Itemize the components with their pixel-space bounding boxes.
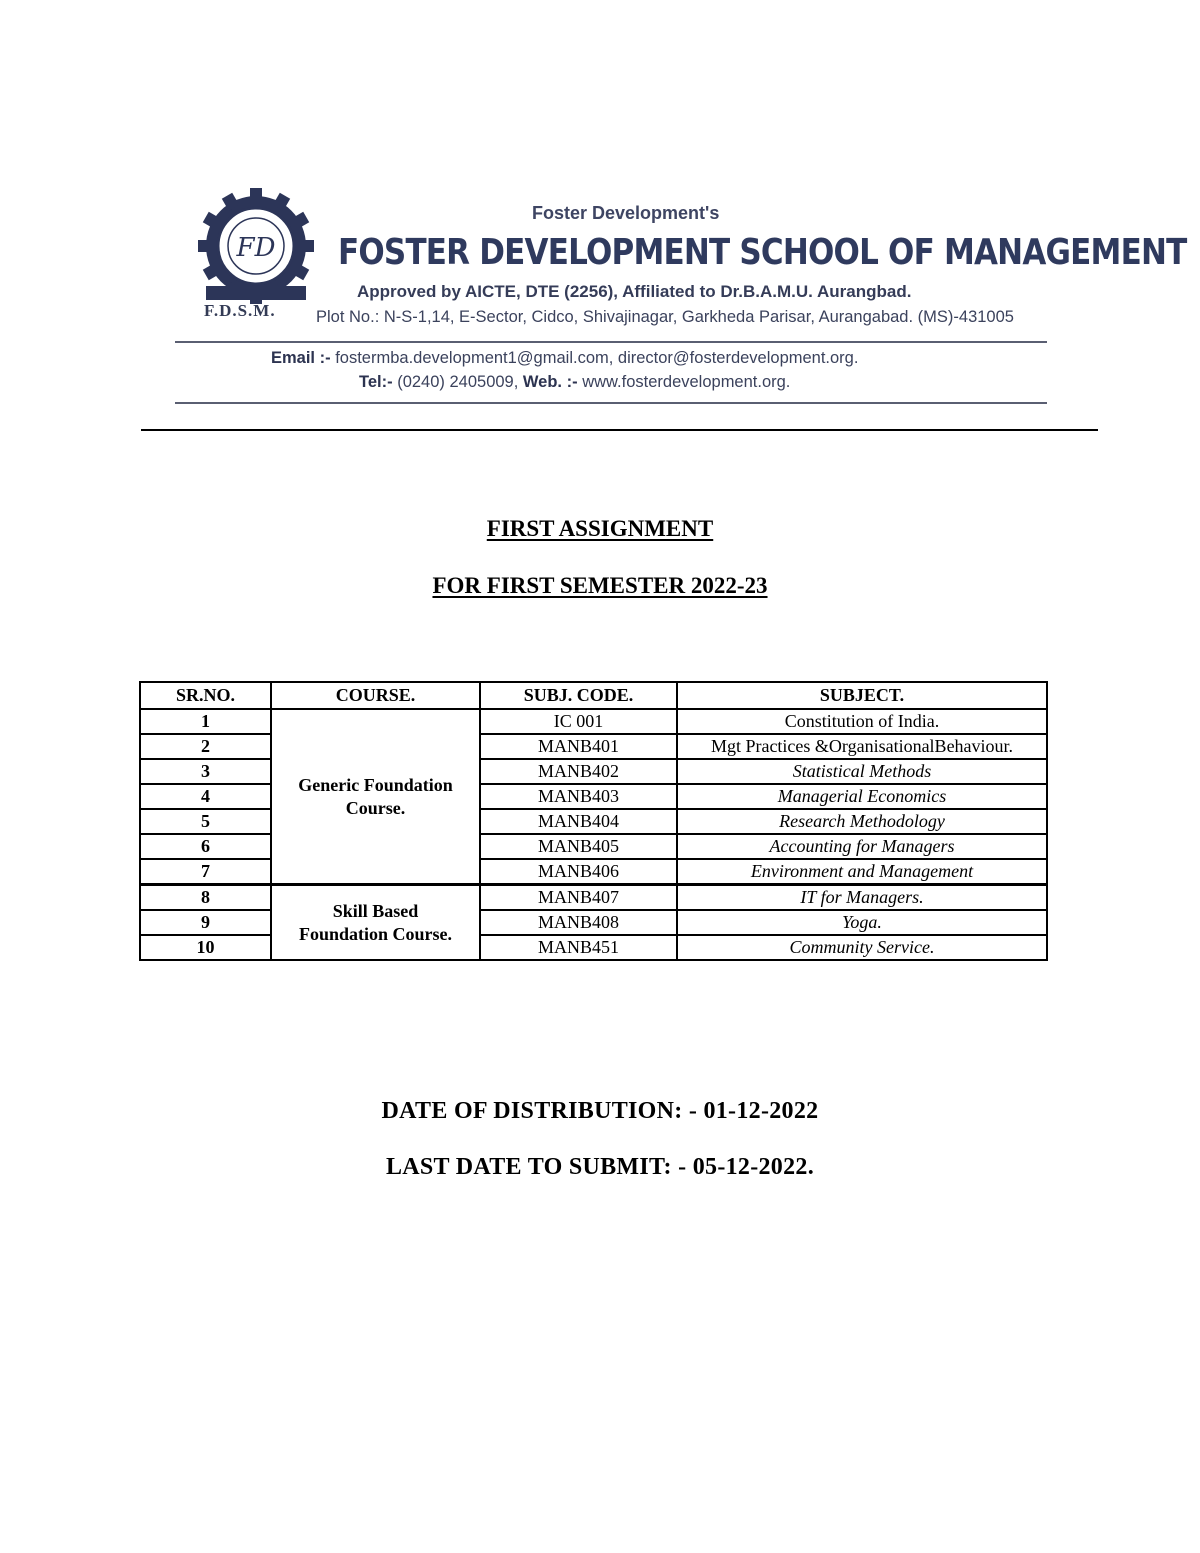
letterhead-divider-bottom bbox=[175, 402, 1047, 404]
subject-cell: Environment and Management bbox=[677, 859, 1047, 885]
subject-cell: Research Methodology bbox=[677, 809, 1047, 834]
letterhead bbox=[0, 0, 1200, 440]
table-row bbox=[140, 885, 1047, 911]
letterhead-divider-top bbox=[175, 341, 1047, 343]
subj-code-cell: MANB403 bbox=[480, 784, 677, 809]
subj-code-cell: MANB405 bbox=[480, 834, 677, 859]
document-subtitle: FOR FIRST SEMESTER 2022-23 bbox=[432, 573, 768, 598]
subject-cell: Mgt Practices &OrganisationalBehaviour. bbox=[677, 734, 1047, 759]
sr-no-cell: 5 bbox=[140, 809, 271, 834]
web-value: www.fosterdevelopment.org. bbox=[582, 373, 791, 391]
subject-cell: Accounting for Managers bbox=[677, 834, 1047, 859]
address-line: Plot No.: N-S-1,14, E-Sector, Cidco, Shivajinagar, Garkheda Parisar, Aurangabad. (MS)-431005 bbox=[316, 308, 1014, 326]
subj-code-cell: IC 001 bbox=[480, 709, 677, 734]
subject-cell: Managerial Economics bbox=[677, 784, 1047, 809]
subjects-table bbox=[139, 681, 1048, 961]
subject-cell: IT for Managers. bbox=[677, 885, 1047, 911]
header-subject: SUBJECT. bbox=[677, 682, 1047, 709]
subj-code-cell: MANB407 bbox=[480, 885, 677, 911]
subj-code-cell: MANB404 bbox=[480, 809, 677, 834]
sr-no-cell: 3 bbox=[140, 759, 271, 784]
table-row bbox=[140, 709, 1047, 734]
tel-value: (0240) 2405009, bbox=[397, 373, 519, 391]
subj-code-cell: MANB401 bbox=[480, 734, 677, 759]
subj-code-cell: MANB406 bbox=[480, 859, 677, 885]
course-name-line2: Foundation Course. bbox=[298, 923, 453, 944]
last-date-to-submit: LAST DATE TO SUBMIT: - 05-12-2022. bbox=[385, 1154, 815, 1180]
sr-no-cell: 6 bbox=[140, 834, 271, 859]
subject-cell: Community Service. bbox=[677, 935, 1047, 960]
institute-logo-gear-icon bbox=[196, 186, 316, 310]
course-cell-generic-foundation bbox=[271, 709, 480, 885]
email-values: fostermba.development1@gmail.com, director@fosterdevelopment.org. bbox=[335, 349, 859, 367]
sr-no-cell: 2 bbox=[140, 734, 271, 759]
course-name-line2: Course. bbox=[345, 797, 406, 818]
sr-no-cell: 7 bbox=[140, 859, 271, 885]
header-sr-no: SR.NO. bbox=[140, 682, 271, 709]
subject-cell: Statistical Methods bbox=[677, 759, 1047, 784]
course-name-line1: Skill Based bbox=[332, 900, 419, 921]
subj-code-cell: MANB451 bbox=[480, 935, 677, 960]
institution-name: FOSTER DEVELOPMENT SCHOOL OF MANAGEMENT bbox=[338, 232, 1187, 274]
date-of-distribution: DATE OF DISTRIBUTION: - 01-12-2022 bbox=[381, 1098, 819, 1124]
sr-no-cell: 10 bbox=[140, 935, 271, 960]
header-course: COURSE. bbox=[271, 682, 480, 709]
subject-cell: Yoga. bbox=[677, 910, 1047, 935]
email-line bbox=[271, 349, 858, 368]
approval-line: Approved by AICTE, DTE (2256), Affiliated to Dr.B.A.M.U. Aurangbad. bbox=[357, 282, 912, 301]
letterhead-pre-title: Foster Development's bbox=[532, 203, 720, 223]
course-cell-skill-based-foundation bbox=[271, 885, 480, 961]
table-header-row bbox=[140, 682, 1047, 709]
header-subj-code: SUBJ. CODE. bbox=[480, 682, 677, 709]
svg-text:FD: FD bbox=[236, 233, 276, 263]
subj-code-cell: MANB408 bbox=[480, 910, 677, 935]
sr-no-cell: 4 bbox=[140, 784, 271, 809]
page-divider bbox=[141, 429, 1098, 431]
document-title: FIRST ASSIGNMENT bbox=[486, 516, 714, 541]
sr-no-cell: 8 bbox=[140, 885, 271, 911]
sr-no-cell: 9 bbox=[140, 910, 271, 935]
email-label: Email :- bbox=[271, 349, 331, 367]
subj-code-cell: MANB402 bbox=[480, 759, 677, 784]
course-name-line1: Generic Foundation bbox=[298, 774, 453, 795]
web-label: Web. :- bbox=[522, 373, 578, 391]
tel-web-line bbox=[359, 373, 790, 392]
logo-abbreviation: F.D.S.M. bbox=[204, 301, 276, 320]
sr-no-cell: 1 bbox=[140, 709, 271, 734]
subject-cell: Constitution of India. bbox=[677, 709, 1047, 734]
tel-label: Tel:- bbox=[359, 373, 393, 391]
